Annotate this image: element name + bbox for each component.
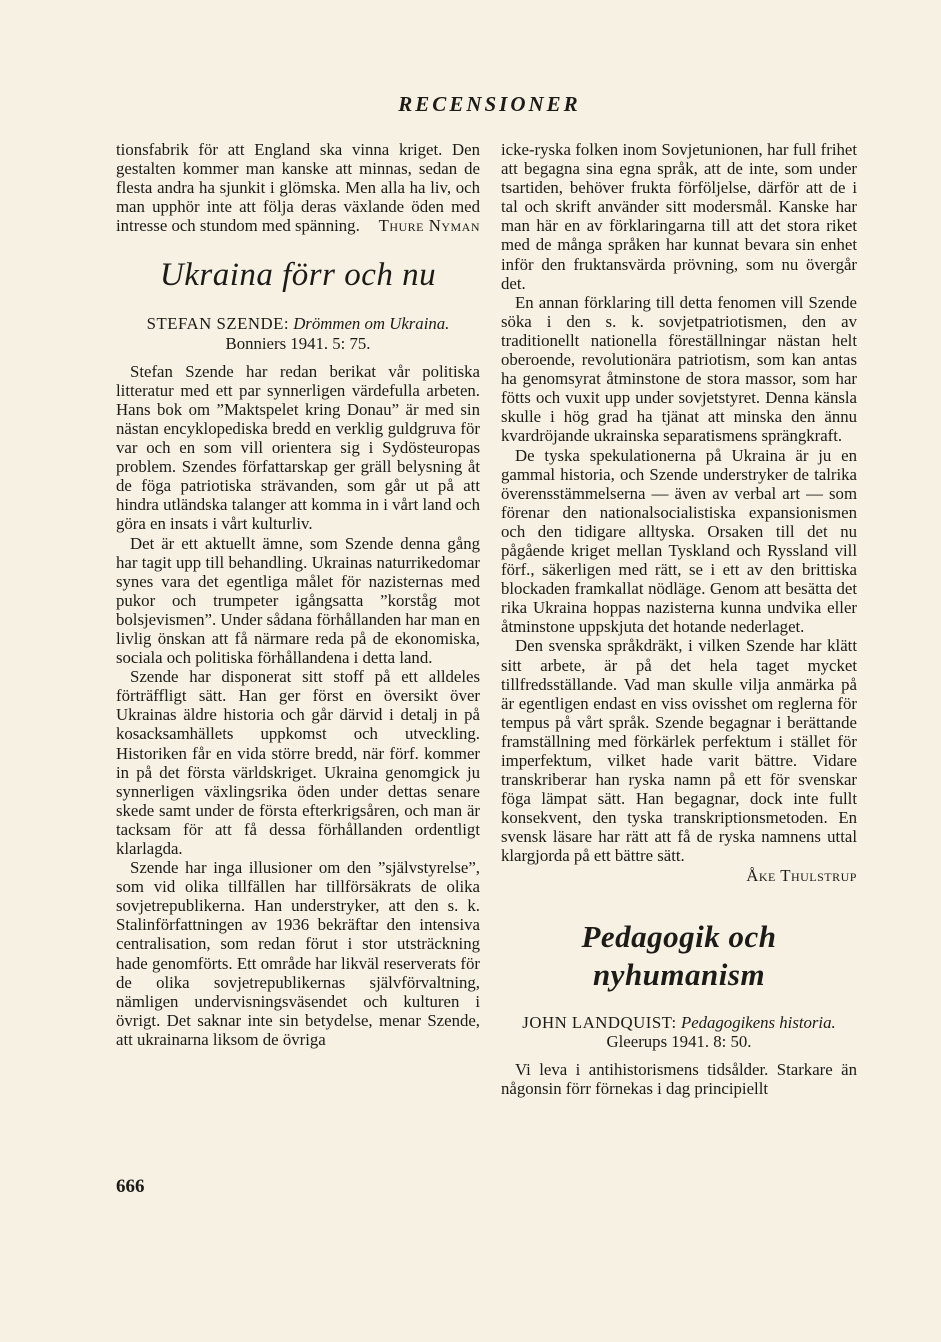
book-title: Pedagogikens historia. (680, 1012, 836, 1032)
bibliographic-entry (116, 314, 480, 352)
running-header: RECENSIONER (398, 92, 581, 116)
continued-review-body: tionsfabrik för att England ska vinna kriget. Den gestalten kommer man kanske att minnas, sedan de flesta andra ha sjunkit i glömska. Men alla ha liv, och man upphör inte att följa deras växlande öden med intresse och stundom med spänning. (116, 140, 480, 236)
book-publisher: Gleerups 1941. 8: 50. (606, 1031, 752, 1051)
review-paragraph: Szende har disponerat sitt stoff på ett alldeles förträffligt sätt. Han ger först en översikt över Ukrainas äldre historia och går därvid i detalj in på kosacksamhällets uppkomst och utveckling. Historiken får en vida större bredd, när förf. kommer in på det första världskriget. Ukraina genomgick ju synnerligen växlingsrika öden under dettas senare skede samt under de första efterkrigsåren, och man är tacksam för att få dessa förhållanden ordentligt klarlagda. (116, 667, 480, 858)
reviewer-signature: Thure Nyman (378, 216, 480, 236)
reviewer-signature: Åke Thulstrup (746, 865, 857, 885)
review-paragraph: Det är ett aktuellt ämne, som Szende denna gång har tagit upp till behandling. Ukrainas naturrikedomar synes vara det egentliga målet för nazisternas med pukor och trumpeter igångsatta ”korståg mot bolsjevismen”. Under sådana förhållanden har man en livlig önskan att få närmare reda på de ekonomiska, sociala och politiska förhållandena i detta land. (116, 533, 480, 668)
book-author: JOHN LANDQUIST: (522, 1012, 677, 1032)
book-title: Drömmen om Ukraina. (293, 314, 450, 334)
review-paragraph: icke-ryska folken inom Sovjetunionen, har full frihet att begagna sina egna språk, att de inte, som under tsartiden, behöver frukta förföljelse, därför att de i tal och skrift använder sitt modersmål. Kanske har man här en av förklaringarna till att det stora riket med de många språken har kunnat bevara sin enhet inför den fruktansvärda prövning, som nu övergår det. (501, 140, 857, 293)
review-paragraph: De tyska spekulationerna på Ukraina är ju en gammal historia, och Szende understryker de talrika överensstämmelserna — även av verbal art — som förenar den nationalsocialistiska expansionismen och den tidigare alltyska. Orsaken till det nu pågående kriget mellan Tyskland och Ryssland vill förf., säkerligen med rätt, se i ett av den brittiska blockaden framkallat nödläge. Genom att besätta det rika Ukraina hoppas nazisterna kunna undvika eller åtminstone uppskjuta det hotande nederlaget. (501, 445, 857, 637)
review-paragraph: Vi leva i antihistorismens tidsålder. Starkare än någonsin förr förnekas i dag principiellt (501, 1059, 857, 1098)
right-column (501, 140, 857, 1098)
bibliographic-entry (501, 1013, 857, 1051)
book-publisher: Bonniers 1941. 5: 75. (225, 333, 371, 353)
left-column (116, 140, 480, 1049)
review-paragraph: Den svenska språkdräkt, i vilken Szende har klätt sitt arbete, är på det hela taget mycket tillfredsställande. Vad man skulle vilja anmärka på är egentligen endast en viss ovisshet om reglerna för tempus på vårt språk. Szende begagnar i berättande framställning med förkärlek perfektum i stället för imperfektum, vilket hade varit bättre. Vidare transkriberar han ryska namn på ett för svenskar föga lämpat sätt. Han begagnar, dock inte fullt konsekvent, den tyska transkriptionsmetoden. En svensk läsare har rätt att få de ryska namnens uttal klargjorda på ett bättre sätt. (501, 636, 857, 866)
continued-review-text (116, 140, 480, 235)
review-title: Pedagogik och nyhumanism (581, 918, 777, 992)
review-title: Ukraina förr och nu (159, 257, 437, 294)
book-author: STEFAN SZENDE: (146, 314, 289, 334)
page-number: 666 (116, 1176, 145, 1197)
review-paragraph: Stefan Szende har redan berikat vår politiska litteratur med ett par synnerligen värdefulla arbeten. Hans bok om ”Maktspelet kring Donau” är med sin nästan encyklopediska bredd en verklig guldgruva för var och en som vill orientera sig i Sydösteuropas problem. Szendes författarskap ger gräll belysning åt de föga patriotiska strävanden, som går ut på att hindra utländska talanger att komma in i vårt land och göra en insats i vårt kulturliv. (116, 361, 480, 534)
review-paragraph: Szende har inga illusioner om den ”självstyrelse”, som vid olika tillfällen har tillförsäkrats de olika sovjetrepublikerna. Han understryker, att den s. k. Stalinförfattningen av 1936 bekräftar den intensiva centralisation, som redan förut i stor utsträckning hade genomförts. Ett område har likväl reserverats för de olika sovjetrepublikernas självförvaltning, nämligen undervisningsväsendet och kulturen i övrigt. Det saknar inte sin betydelse, menar Szende, att ukrainarna liksom de övriga (116, 858, 480, 1049)
review-paragraph: En annan förklaring till detta fenomen vill Szende söka i den s. k. sovjetpatriotismen, den av traditionellt nationella föreställningar nästan helt oberoende, revolutionära patriotism, som kan antas ha genomsyrat åtminstone de stora massor, som har fötts och vuxit upp under sovjetstyret. Denna känsla skulle i hög grad ha tjänat att minska den ännu kvardröjande ukrainska separatismens sprängkraft. (501, 292, 857, 446)
